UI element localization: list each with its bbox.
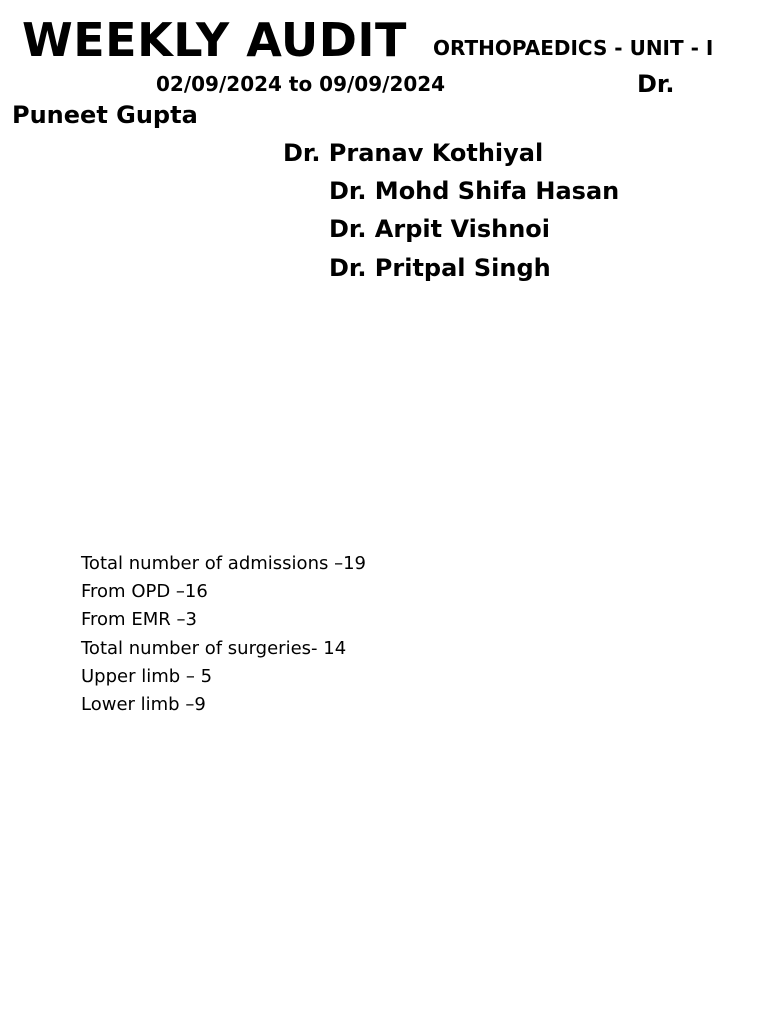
stat-total-surgeries: Total number of surgeries- 14 [81, 637, 347, 659]
stat-lower-limb: Lower limb –9 [81, 694, 206, 716]
lead-doctor-prefix: Dr. [637, 70, 675, 98]
stat-total-admissions: Total number of admissions –19 [81, 553, 366, 574]
stat-from-opd: From OPD –16 [81, 581, 208, 603]
document-title: WEEKLY AUDIT [22, 13, 407, 67]
doctor-name: Dr. Mohd Shifa Hasan [329, 177, 620, 205]
lead-doctor-name: Puneet Gupta [12, 101, 198, 129]
doctor-name: Dr. Pranav Kothiyal [283, 139, 544, 167]
doctor-name: Dr. Pritpal Singh [329, 254, 551, 282]
stat-from-emr: From EMR –3 [81, 609, 197, 631]
audit-stats-list [81, 550, 366, 719]
stat-upper-limb: Upper limb – 5 [81, 665, 213, 687]
department-label: ORTHOPAEDICS - UNIT - I [433, 36, 714, 60]
date-range: 02/09/2024 to 09/09/2024 [156, 72, 446, 96]
doctor-name: Dr. Arpit Vishnoi [329, 215, 551, 243]
